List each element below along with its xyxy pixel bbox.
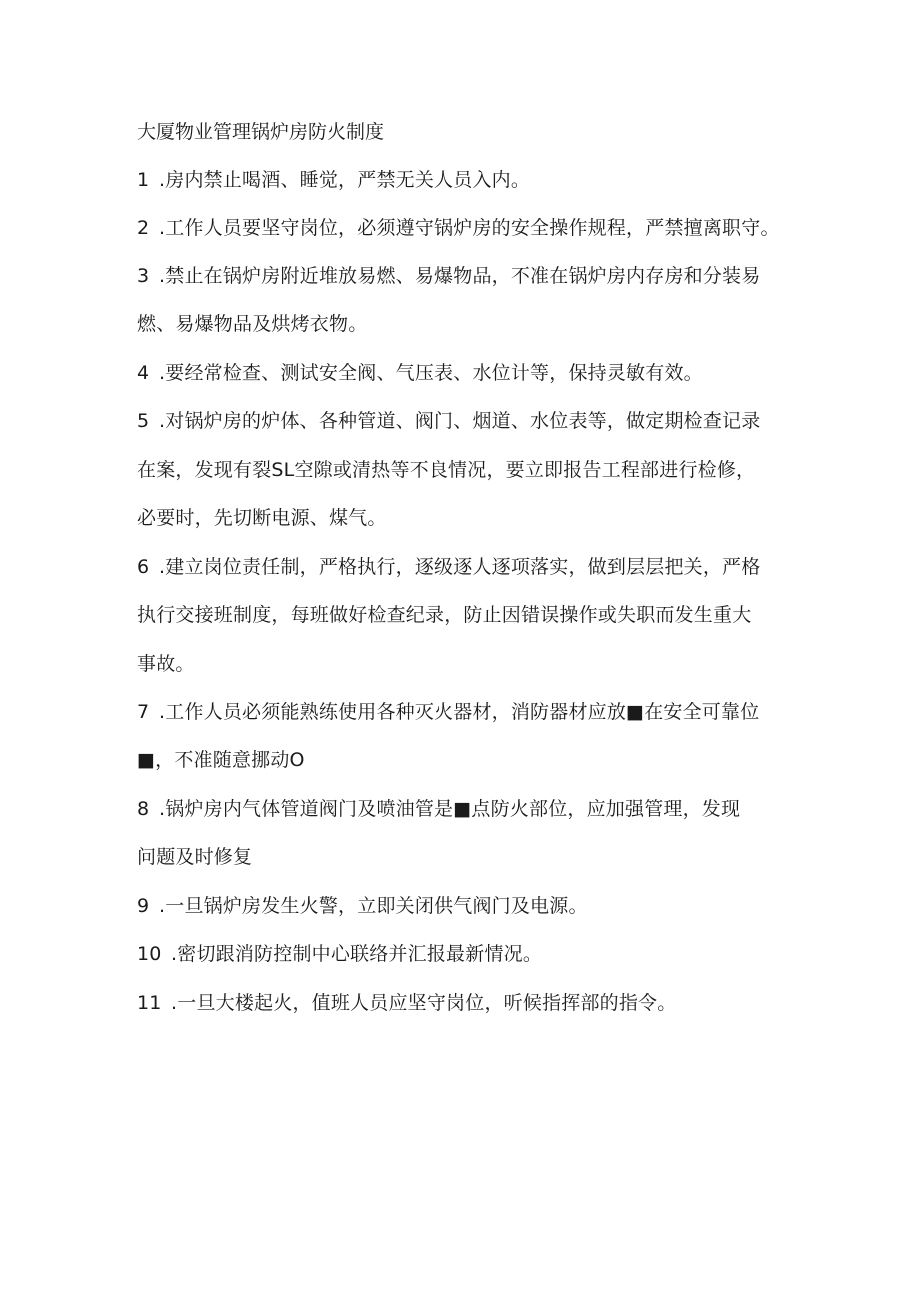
item-5-line-3: 必要时，先切断电源、煤气。	[137, 507, 387, 529]
item-2-line-1	[137, 213, 780, 243]
item-text: .对锅炉房的炉体、各种管道、阀门、烟道、水位表等，做定期检查记录	[159, 410, 761, 432]
item-4-line-1	[137, 358, 703, 388]
item-text: .一旦大楼起火，值班人员应坚守岗位，听候指挥部的指令。	[171, 992, 677, 1014]
item-8-line-1	[137, 794, 740, 824]
item-text: .工作人员要坚守岗位，必须遵守锅炉房的安全操作规程，严禁擅离职守。	[159, 217, 780, 239]
item-number: 1	[137, 169, 150, 191]
item-5-line-1	[137, 406, 760, 436]
item-5-line-2: 在案，发现有裂SL空隙或清热等不良情况，要立即报告工程部进行检修，	[137, 459, 756, 481]
item-number: 4	[137, 362, 150, 384]
item-9-line-1	[137, 891, 588, 921]
item-number: 6	[137, 556, 150, 578]
item-number: 5	[137, 410, 150, 432]
item-11-line-1	[137, 988, 676, 1018]
item-10-line-1	[137, 939, 542, 969]
item-number: 8	[137, 798, 150, 820]
item-3-line-1	[137, 261, 760, 291]
item-text: .一旦锅炉房发生火警，立即关闭供气阀门及电源。	[159, 895, 588, 917]
item-6-line-3: 事故。	[137, 653, 195, 675]
item-6-line-1	[137, 552, 760, 582]
item-number: 11	[137, 992, 162, 1014]
item-number: 7	[137, 701, 150, 723]
item-number: 10	[137, 943, 162, 965]
item-text: .工作人员必须能熟练使用各种灭火器材，消防器材应放■在安全可靠位	[159, 701, 760, 723]
item-text: .要经常检查、测试安全阀、气压表、水位计等，保持灵敏有效。	[159, 362, 703, 384]
item-text: .锅炉房内气体管道阀门及喷油管是■点防火部位，应加强管理，发现	[159, 798, 741, 820]
item-text: .建立岗位责任制，严格执行，逐级逐人逐项落实，做到层层把关，严格	[159, 556, 761, 578]
item-1-line-1	[137, 165, 530, 195]
document-title: 大厦物业管理锅炉房防火制度	[137, 121, 385, 143]
item-text: .房内禁止喝酒、睡觉，严禁无关人员入内。	[159, 169, 531, 191]
item-8-line-2: 问题及时修复	[137, 846, 253, 868]
item-7-line-2: ■，不准随意挪动O	[137, 749, 305, 771]
item-text: .密切跟消防控制中心联络并汇报最新情况。	[171, 943, 543, 965]
item-3-line-2: 燃、易爆物品及烘烤衣物。	[137, 313, 368, 335]
item-number: 2	[137, 217, 150, 239]
item-7-line-1	[137, 697, 759, 727]
item-number: 9	[137, 895, 150, 917]
item-number: 3	[137, 265, 150, 287]
item-6-line-2: 执行交接班制度，每班做好检查纪录，防止因错误操作或失职而发生重大	[137, 604, 752, 626]
item-text: .禁止在锅炉房附近堆放易燃、易爆物品，不准在锅炉房内存房和分装易	[159, 265, 761, 287]
